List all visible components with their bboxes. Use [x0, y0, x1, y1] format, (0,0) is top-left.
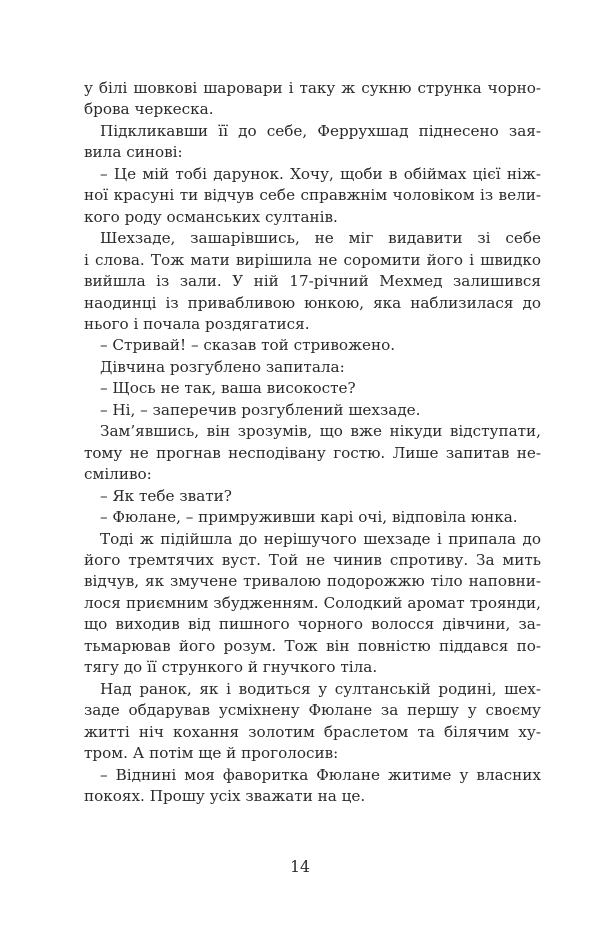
text-line: ної красуні ти відчув себе справжнім чоловіком із вели-: [84, 186, 541, 205]
text-line: Шехзаде, зашарівшись, не міг видавити зі себе: [100, 229, 541, 248]
text-line: – Щось не так, ваша високосте?: [100, 379, 356, 398]
text-line: і слова. Тож мати вирішила не соромити його і швидко: [84, 250, 541, 269]
text-line: – Стривай! – сказав той стривожено.: [100, 336, 396, 355]
text-line: тром. А потім ще й проголосив:: [84, 744, 339, 763]
text-line: що виходив від пишного чорного волосся дівчини, за-: [84, 615, 541, 634]
text-line: наодинці із привабливою юнкою, яка наблизилася до: [84, 293, 541, 312]
text-line: заде обдарував усміхнену Фюлане за першу у своєму: [84, 701, 541, 720]
text-line: кого роду османських султанів.: [84, 207, 338, 226]
text-line: тому не прогнав несподівану гостю. Лише запитав не-: [84, 443, 541, 462]
page-number: 14: [290, 858, 310, 876]
text-line: у білі шовкові шаровари і таку ж сукню струнка чорно-: [84, 79, 541, 97]
text-line: покоях. Прошу усіх зважати на це.: [84, 786, 366, 805]
text-line: відчув, як змучене тривалою подорожжю тіло наповни-: [84, 572, 541, 591]
text-line: тьмарював його розум. Тож він повністю піддався по-: [84, 636, 541, 655]
text-line: його тремтячих вуст. Той не чинив спротиву. За мить: [84, 550, 541, 569]
text-line: – Як тебе звати?: [100, 486, 232, 505]
text-line: Зам’явшись, він зрозумів, що вже нікуди відступати,: [100, 422, 541, 441]
text-line: – Фюлане, – примруживши карі очі, відповіла юнка.: [100, 508, 518, 527]
text-line: Дівчина розгублено запитала:: [100, 357, 345, 376]
text-line: вийшла із зали. У ній 17-річний Мехмед залишився: [84, 272, 541, 291]
text-line: вила синові:: [84, 143, 183, 162]
text-line: сміливо:: [84, 465, 152, 484]
text-line: – Це мій тобі дарунок. Хочу, щоби в обіймах цієї ніж-: [100, 164, 541, 183]
text-line: Над ранок, як і водиться у султанській родині, шех-: [100, 679, 541, 698]
body-text: [84, 78, 541, 807]
text-line: брова черкеска.: [84, 100, 214, 119]
text-line: житті ніч кохання золотим браслетом та білячим ху-: [84, 722, 541, 741]
text-line: нього і почала роздягатися.: [84, 314, 310, 333]
text-line: – Віднині моя фаворитка Фюлане житиме у власних: [100, 765, 541, 784]
text-line: тягу до її стрункого й гнучкого тіла.: [84, 658, 378, 677]
text-line: Підкликавши її до себе, Феррухшад піднесено зая-: [100, 121, 541, 140]
text-line: Тоді ж підійшла до нерішучого шехзаде і припала до: [100, 529, 541, 548]
text-line: – Ні, – заперечив розгублений шехзаде.: [100, 400, 421, 419]
text-line: лося приємним збудженням. Солодкий аромат троянди,: [84, 593, 541, 612]
